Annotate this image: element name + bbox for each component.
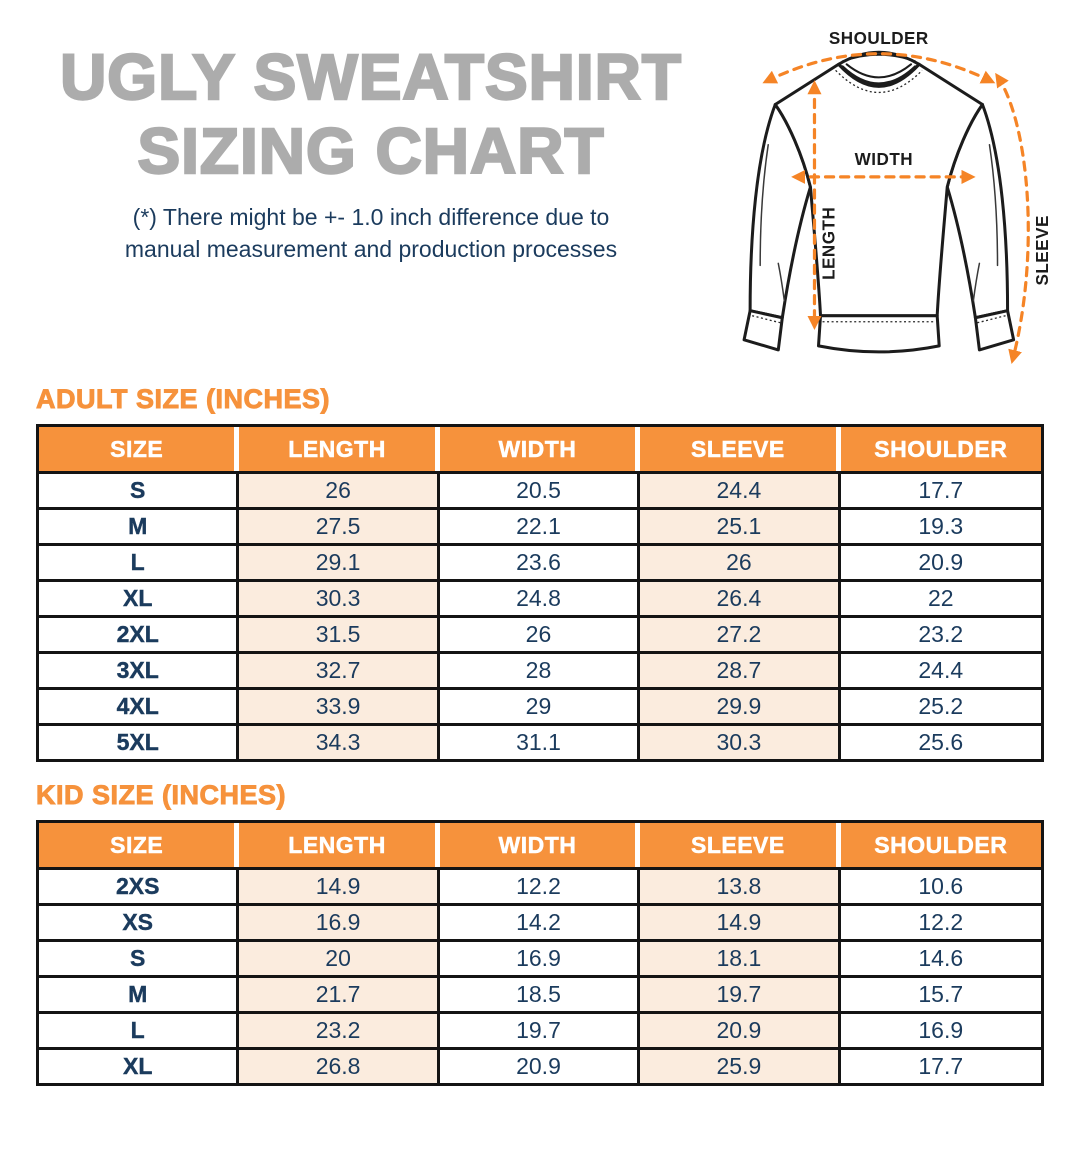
sleeve-value: 18.1 [640, 939, 840, 975]
adult-size-table [36, 424, 1044, 762]
column-header-shoulder: SHOULDER [841, 823, 1041, 867]
shoulder-value: 17.7 [841, 1047, 1041, 1083]
sleeve-value: 28.7 [640, 651, 840, 687]
length-label: LENGTH [819, 206, 839, 280]
width-value: 16.9 [440, 939, 640, 975]
size-row-m [39, 507, 1041, 543]
adult-size-section [0, 384, 1074, 762]
size-row-5xl [39, 723, 1041, 759]
sleeve-value: 26 [640, 543, 840, 579]
width-value: 28 [440, 651, 640, 687]
shoulder-value: 25.6 [841, 723, 1041, 759]
length-value: 33.9 [239, 687, 439, 723]
width-value: 20.5 [440, 471, 640, 507]
header-row [39, 823, 1041, 867]
shoulder-value: 14.6 [841, 939, 1041, 975]
shoulder-value: 16.9 [841, 1011, 1041, 1047]
size-row-l [39, 1011, 1041, 1047]
sleeve-value: 14.9 [640, 903, 840, 939]
sleeve-value: 19.7 [640, 975, 840, 1011]
title-block [36, 14, 706, 265]
sleeve-value: 29.9 [640, 687, 840, 723]
length-value: 27.5 [239, 507, 439, 543]
size-row-4xl [39, 687, 1041, 723]
header-row [39, 427, 1041, 471]
size-row-2xl [39, 615, 1041, 651]
sleeve-value: 26.4 [640, 579, 840, 615]
length-value: 14.9 [239, 867, 439, 903]
disclaimer-line1: (*) There might be +- 1.0 inch difference due to [132, 204, 610, 231]
width-value: 23.6 [440, 543, 640, 579]
sleeve-value: 24.4 [640, 471, 840, 507]
shoulder-value: 25.2 [841, 687, 1041, 723]
width-value: 22.1 [440, 507, 640, 543]
width-value: 20.9 [440, 1047, 640, 1083]
size-label: M [39, 507, 239, 543]
size-row-xl [39, 579, 1041, 615]
size-row-xs [39, 903, 1041, 939]
kid-size-table [36, 820, 1044, 1086]
sleeve-label: SLEEVE [1032, 215, 1052, 286]
size-label: XL [39, 1047, 239, 1083]
page-title-line1: UGLY SWEATSHIRT [60, 41, 682, 113]
size-label: 5XL [39, 723, 239, 759]
width-label: WIDTH [854, 149, 914, 169]
column-header-shoulder: SHOULDER [841, 427, 1041, 471]
kid-table-heading: KID SIZE (INCHES) [36, 780, 287, 810]
size-label: L [39, 543, 239, 579]
size-label: S [39, 939, 239, 975]
width-value: 29 [440, 687, 640, 723]
column-header-length: LENGTH [239, 823, 439, 867]
width-value: 18.5 [440, 975, 640, 1011]
length-value: 21.7 [239, 975, 439, 1011]
column-header-size: SIZE [39, 427, 239, 471]
length-value: 34.3 [239, 723, 439, 759]
length-value: 30.3 [239, 579, 439, 615]
length-value: 16.9 [239, 903, 439, 939]
length-value: 23.2 [239, 1011, 439, 1047]
sleeve-value: 20.9 [640, 1011, 840, 1047]
width-value: 24.8 [440, 579, 640, 615]
size-row-m [39, 975, 1041, 1011]
width-value: 19.7 [440, 1011, 640, 1047]
sleeve-value: 30.3 [640, 723, 840, 759]
length-value: 20 [239, 939, 439, 975]
column-header-length: LENGTH [239, 427, 439, 471]
length-value: 26.8 [239, 1047, 439, 1083]
size-label: XS [39, 903, 239, 939]
shoulder-value: 12.2 [841, 903, 1041, 939]
sleeve-value: 25.1 [640, 507, 840, 543]
size-row-xl [39, 1047, 1041, 1083]
sleeve-value: 25.9 [640, 1047, 840, 1083]
size-row-2xs [39, 867, 1041, 903]
size-row-l [39, 543, 1041, 579]
shoulder-value: 15.7 [841, 975, 1041, 1011]
size-row-s [39, 939, 1041, 975]
shoulder-label: SHOULDER [828, 29, 929, 49]
size-label: L [39, 1011, 239, 1047]
size-label: 2XS [39, 867, 239, 903]
kid-size-section [0, 780, 1074, 1086]
size-row-3xl [39, 651, 1041, 687]
disclaimer [36, 202, 706, 264]
sleeve-value: 13.8 [640, 867, 840, 903]
column-header-width: WIDTH [440, 427, 640, 471]
adult-table-heading: ADULT SIZE (INCHES) [36, 384, 330, 414]
sweatshirt-diagram [738, 14, 1074, 368]
shoulder-value: 19.3 [841, 507, 1041, 543]
shoulder-value: 20.9 [841, 543, 1041, 579]
shoulder-value: 24.4 [841, 651, 1041, 687]
size-label: S [39, 471, 239, 507]
header-section [0, 14, 1074, 368]
column-header-width: WIDTH [440, 823, 640, 867]
sleeve-value: 27.2 [640, 615, 840, 651]
sweatshirt-outline [744, 52, 1014, 352]
size-label: 3XL [39, 651, 239, 687]
width-value: 26 [440, 615, 640, 651]
length-value: 29.1 [239, 543, 439, 579]
sweatshirt-measurement-illustration [738, 14, 1074, 368]
shoulder-value: 10.6 [841, 867, 1041, 903]
size-label: 4XL [39, 687, 239, 723]
column-header-sleeve: SLEEVE [640, 427, 840, 471]
length-value: 31.5 [239, 615, 439, 651]
shoulder-value: 22 [841, 579, 1041, 615]
shoulder-value: 17.7 [841, 471, 1041, 507]
length-value: 32.7 [239, 651, 439, 687]
size-row-s [39, 471, 1041, 507]
column-header-size: SIZE [39, 823, 239, 867]
size-label: XL [39, 579, 239, 615]
shoulder-value: 23.2 [841, 615, 1041, 651]
width-value: 12.2 [440, 867, 640, 903]
page-title-line2: SIZING CHART [137, 115, 605, 188]
width-value: 31.1 [440, 723, 640, 759]
size-label: M [39, 975, 239, 1011]
size-label: 2XL [39, 615, 239, 651]
column-header-sleeve: SLEEVE [640, 823, 840, 867]
length-value: 26 [239, 471, 439, 507]
width-value: 14.2 [440, 903, 640, 939]
disclaimer-line2: manual measurement and production processes [124, 235, 618, 262]
